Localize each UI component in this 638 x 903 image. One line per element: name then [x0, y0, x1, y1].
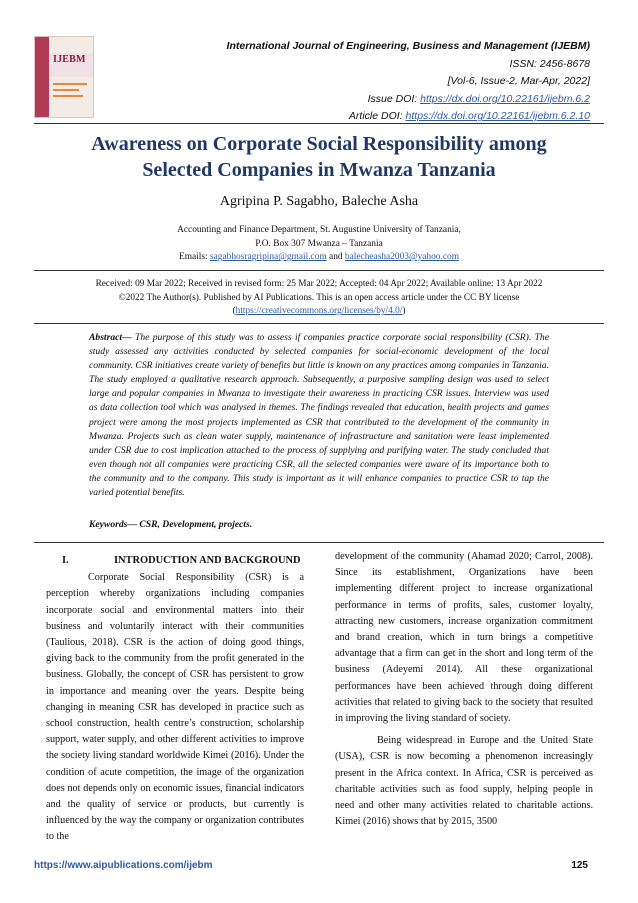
article-doi-link[interactable]: https://dx.doi.org/10.22161/ijebm.6.2.10 [405, 110, 590, 123]
cover-decoration [53, 83, 87, 85]
emails-label: Emails: [179, 252, 208, 263]
journal-header [227, 38, 590, 126]
affiliation-line: Accounting and Finance Department, St. Augustine University of Tanzania, [177, 225, 461, 235]
journal-cover-thumbnail [34, 36, 94, 118]
copyright-line: ©2022 The Author(s). Published by AI Publications. This is an open access article under the CC BY license [118, 292, 520, 303]
title-line: Awareness on Corporate Social Responsibility among [91, 133, 547, 155]
page-number: 125 [571, 860, 588, 871]
title-divider [34, 270, 604, 271]
abstract-text: The purpose of this study was to assess if companies practice corporate social responsibility (CSR). The study assessed any activities conducted by selected companies for social-economic development of the local community. CSR initiatives create variety of benefits but little is known on any practices among companies in Tanzania. The study employed a qualitative research approach. Subsequently, a purposive sampling design was used to select large and popular companies in Mwanza to investigate their awareness in practicing CSR issues. Interview was used as data collection tool which was analysed in themes. The findings revealed that education, health projects and games project were among the most projects implemented as CSR that contributed to the development of the community in Mwanza. Projects such as clean water supply, maintenance of infrastructure and sanitation were least implemented under CSR due to cost implication attached to the process of supplying and purifying water. The study concluded that even though not all companies were practicing CSR, all the selected companies were aware of its importance both to the community and to the company. This study is important as it will enhance companies to practice CSR to tap the varied potential benefits. [89, 332, 549, 499]
paragraph: Corporate Social Responsibility (CSR) is a perception whereby organizations including companies incorporate social and environmental matters into their business and voluntarily interact with their communities (Taulious, 2018). CSR is the action of doing good things, giving back to the community from the profit generated in the business. Globally, the concept of CSR has persistent to grow in importance and meaning over the years. Despite being changing in meaning CSR has developed in practice such as school construction, health centre’s construction, scholarship support, water supply, and other different activities to improve the society living standard worldwide Kimei (2016). Under the condition of acute competition, the image of the organization does not depends only on economic issues, financial indicators and the quality of service or products, but currently is influenced by the way the company or organization contributes to the [46, 572, 304, 843]
abstract-bottom-divider [34, 542, 604, 543]
volume-info: [Vol-6, Issue-2, Mar-Apr, 2022] [447, 75, 590, 88]
publication-dates [40, 278, 598, 319]
keywords [89, 519, 549, 530]
emails-and: and [329, 252, 343, 263]
license-line [40, 305, 598, 319]
abstract-top-divider [34, 323, 604, 324]
keywords-label: Keywords— [89, 519, 137, 530]
section-heading [46, 553, 304, 569]
abstract-label: Abstract— [89, 332, 132, 343]
section-number: I. [62, 555, 69, 566]
paper-title [40, 131, 598, 183]
title-line: Selected Companies in Mwanza Tanzania [142, 159, 496, 181]
footer-url[interactable]: https://www.aipublications.com/ijebm [34, 860, 213, 871]
page-footer [34, 860, 588, 871]
paragraph: Being widespread in Europe and the United State (USA), CSR is now becoming a phenomenon increasingly present in the Africa context. In Africa, CSR is perceived as charitable activities such as food supply, helping people in need and other many activities related to charitable actions. Kimei (2016) shows that by 2015, 3500 [335, 735, 593, 828]
authors: Agripina P. Sagabho, Baleche Asha [219, 194, 419, 209]
abstract [89, 331, 549, 500]
license-link[interactable]: https://creativecommons.org/licenses/by/4.0/ [235, 306, 403, 317]
section-title: INTRODUCTION AND BACKGROUND [114, 555, 301, 566]
issn: ISSN: 2456-8678 [509, 57, 590, 70]
issue-doi-line [227, 91, 590, 109]
affiliation [40, 224, 598, 265]
dates-line: Received: 09 Mar 2022; Received in revised form: 25 Mar 2022; Accepted: 04 Apr 2022; Available online: 13 Apr 2022 [95, 279, 543, 289]
email-link[interactable]: balecheasha2003@yahoo.com [344, 252, 459, 263]
journal-logo: IJEBM [53, 54, 86, 65]
license-open: ( [232, 306, 236, 317]
header-divider [34, 123, 604, 124]
cover-decoration [53, 89, 79, 91]
cover-stripe [35, 37, 49, 117]
right-column [335, 549, 593, 830]
keywords-text: CSR, Development, projects. [139, 519, 253, 530]
issue-doi-label: Issue DOI: [367, 92, 418, 105]
paragraph: development of the community (Ahamad 2020; Carrol, 2008). Since its establishment, Organizations have been implementing different project to increase organizational performance in terms of profits, sales, customer loyalty, attracting new customers, increase organization commitment and brand creation, which in turn brings a competitive advantage that a firm can get in the short and long term of the business (Adeyemi 2014). All these organizational performances have been achieved through doing different activities that related to giving back to the society that resulted in improving the living standard of society. [335, 551, 593, 725]
emails-line [40, 251, 598, 265]
affiliation-line: P.O. Box 307 Mwanza – Tanzania [255, 238, 383, 249]
cover-decoration [53, 95, 83, 97]
license-close: ) [402, 306, 406, 317]
left-column [46, 549, 304, 846]
journal-title: International Journal of Engineering, Business and Management (IJEBM) [226, 40, 590, 52]
article-doi-label: Article DOI: [348, 110, 403, 123]
issue-doi-link[interactable]: https://dx.doi.org/10.22161/ijebm.6.2 [420, 92, 590, 105]
email-link[interactable]: sagabhosragripina@gmail.com [210, 252, 327, 263]
